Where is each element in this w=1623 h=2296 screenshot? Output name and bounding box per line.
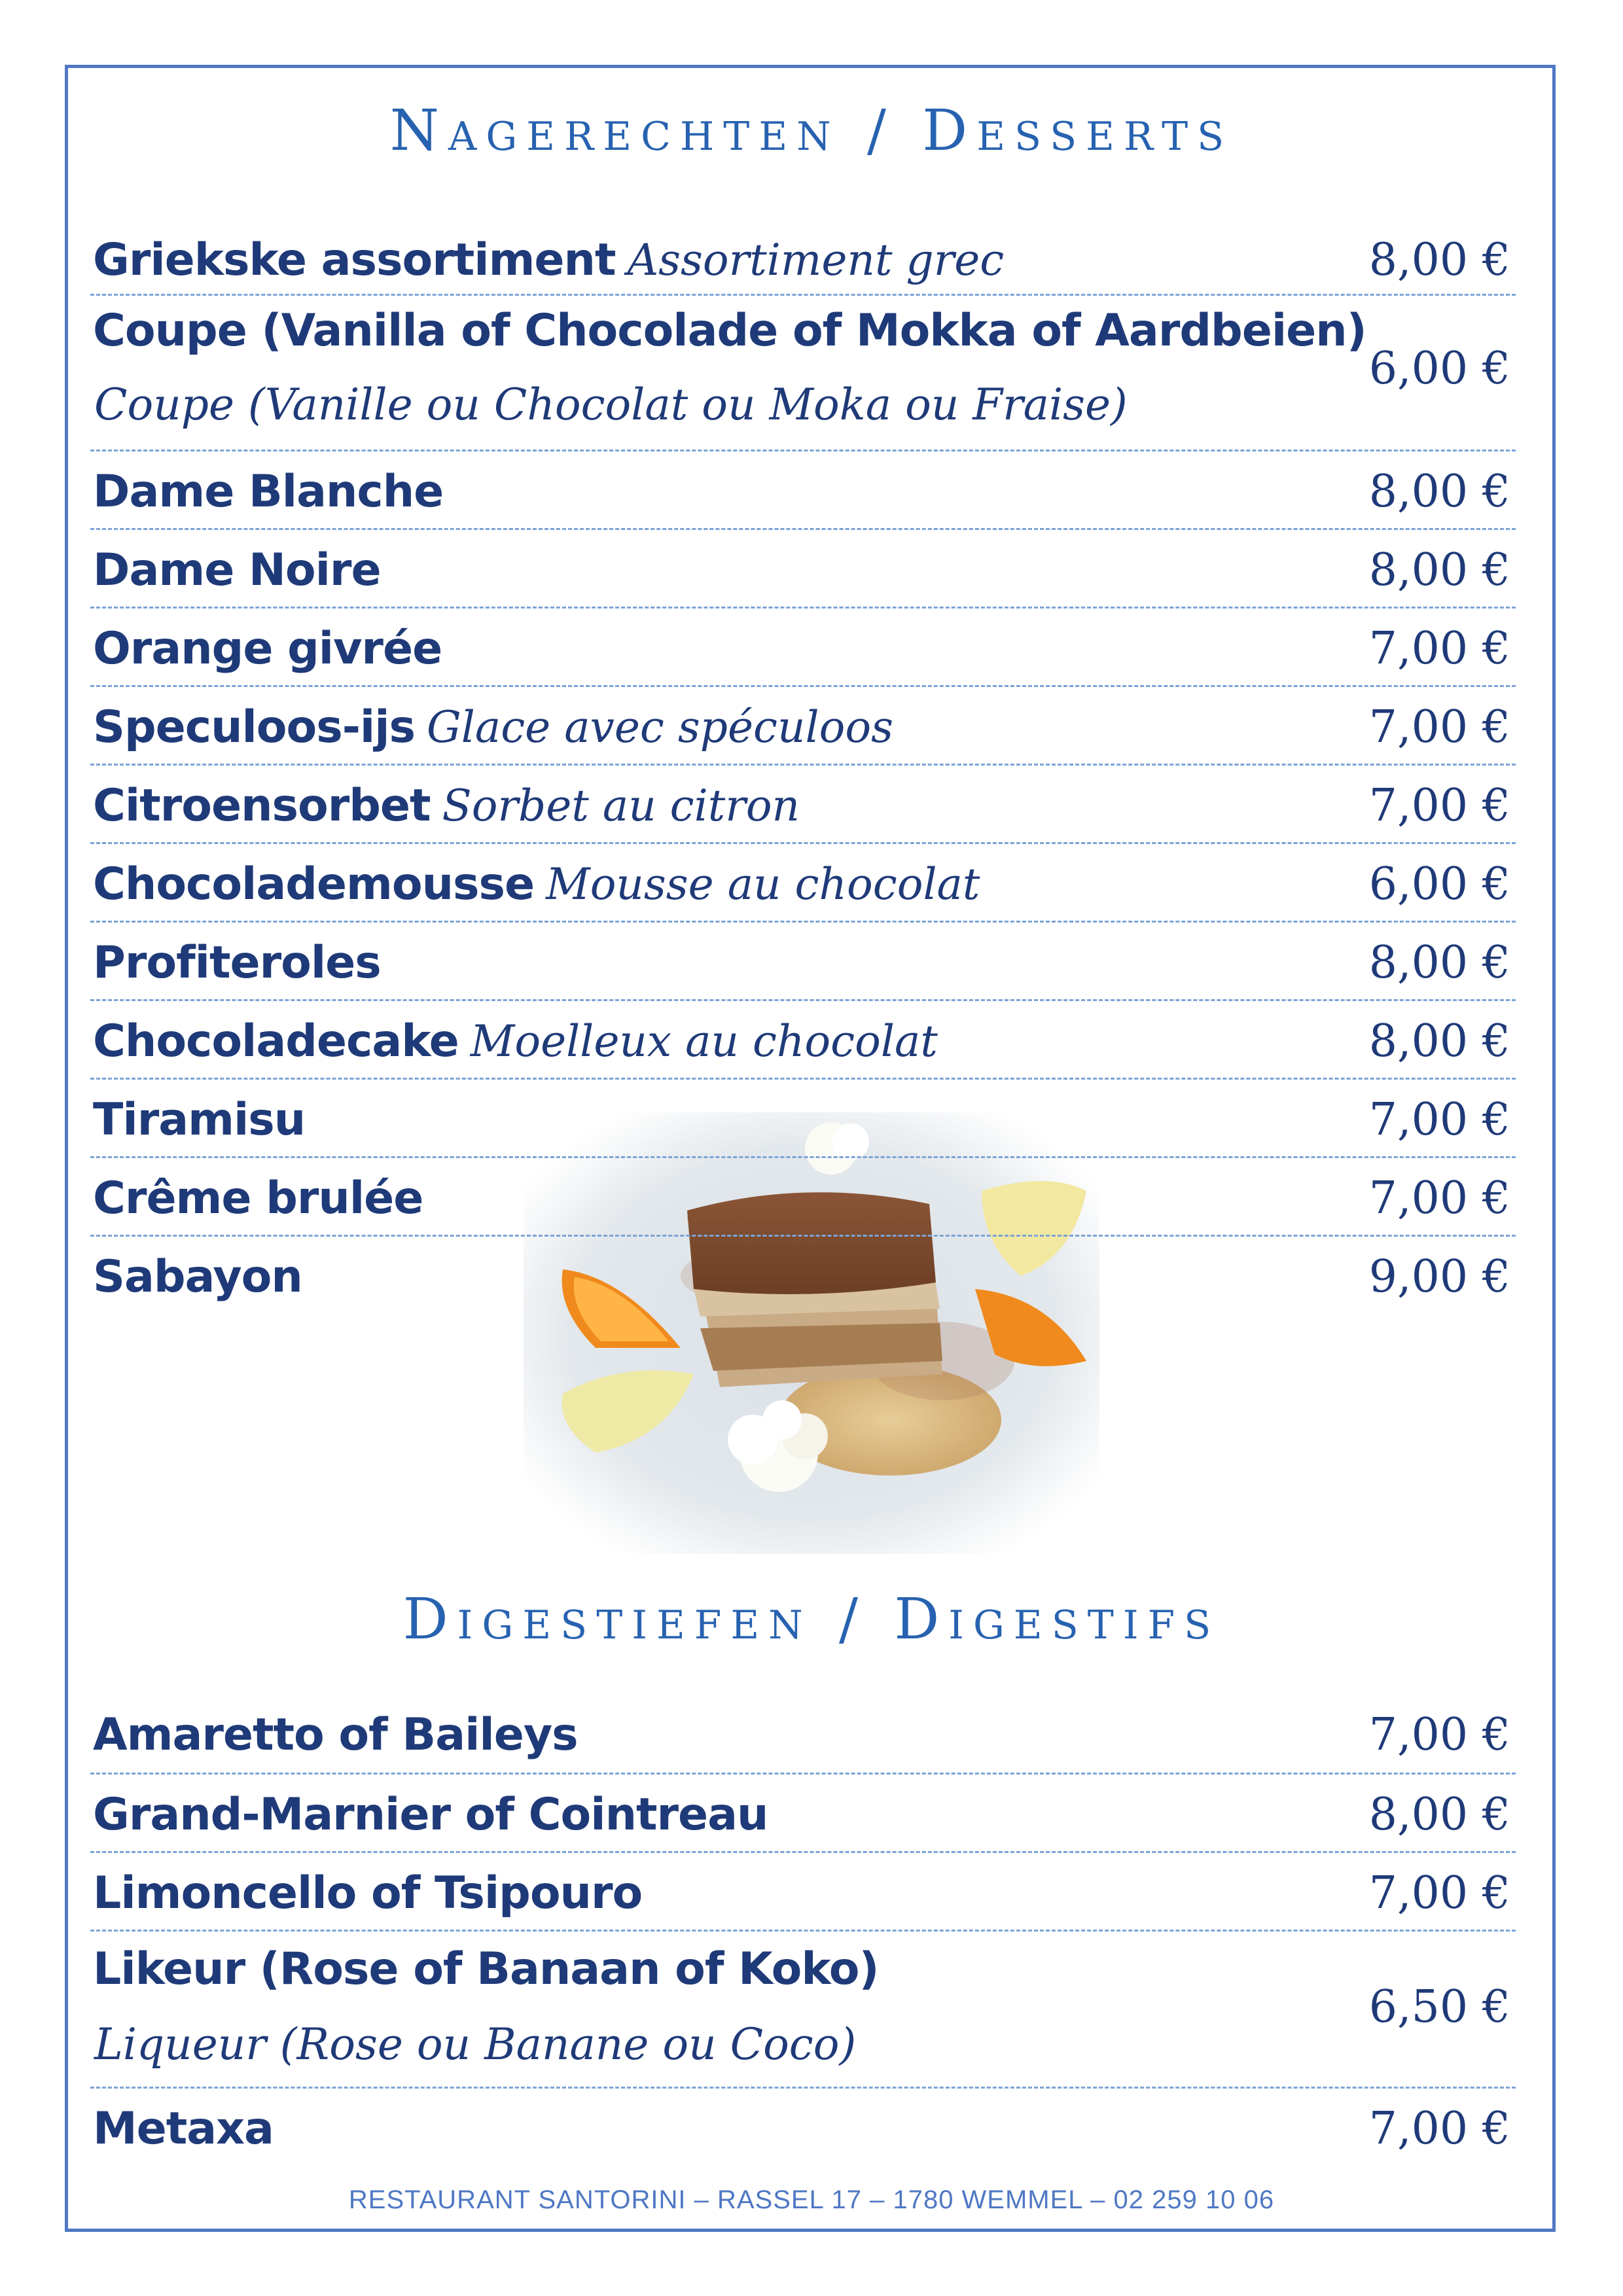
menu-item-dame-blanche	[90, 451, 1516, 530]
item-price: 6,00 €	[1368, 858, 1510, 910]
item-price: 8,00 €	[1368, 1016, 1510, 1067]
item-price: 7,00 €	[1368, 2103, 1510, 2155]
menu-item-orange-givree	[90, 609, 1516, 687]
item-name: Orange givrée	[93, 623, 442, 675]
item-price: 6,00 €	[1368, 343, 1510, 395]
menu-item-tiramisu	[90, 1080, 1516, 1158]
item-french-name: Coupe (Vanille ou Chocolat ou Moka ou Fraise)	[94, 380, 1128, 430]
item-price: 8,00 €	[1368, 1789, 1510, 1841]
item-price: 8,00 €	[1368, 937, 1510, 989]
item-name: Dame Noire	[93, 544, 381, 596]
item-name: Grand-Marnier of Cointreau	[93, 1789, 768, 1841]
item-price: 7,00 €	[1368, 623, 1510, 675]
item-name: Coupe (Vanilla of Chocolade of Mokka of Aardbeien)	[93, 305, 1366, 357]
item-name: Chocolademousse Mousse au chocolat	[93, 858, 980, 910]
restaurant-footer: RESTAURANT SANTORINI – RASSEL 17 – 1780 WEMMEL – 02 259 10 06	[348, 2185, 1275, 2214]
item-price: 8,00 €	[1368, 234, 1510, 286]
menu-item-amaretto-baileys	[90, 1695, 1516, 1775]
item-name: Griekske assortiment Assortiment grec	[93, 234, 1005, 286]
item-price: 6,50 €	[1368, 1981, 1510, 2033]
menu-item-grand-marnier-cointreau	[90, 1775, 1516, 1853]
digestifs-title: Digestiefen / Digestifs	[402, 1587, 1221, 1652]
item-french-name: Glace avec spéculoos	[427, 702, 893, 752]
item-name: Speculoos-ijs Glace avec spéculoos	[93, 701, 893, 753]
item-name: Amaretto of Baileys	[93, 1709, 578, 1761]
item-price: 7,00 €	[1368, 1094, 1510, 1146]
menu-item-dame-noire	[90, 530, 1516, 609]
item-name: Likeur (Rose of Banaan of Koko)	[93, 1943, 879, 1995]
menu-item-speculoos-ijs	[90, 687, 1516, 766]
item-name: Tiramisu	[93, 1094, 306, 1146]
item-name: Profiteroles	[93, 937, 381, 989]
item-french-name: Liqueur (Rose ou Banane ou Coco)	[94, 2019, 857, 2070]
menu-item-sabayon	[90, 1237, 1516, 1315]
item-name: Crême brulée	[93, 1173, 423, 1224]
menu-item-likeur	[90, 1932, 1516, 2089]
menu-item-profiteroles	[90, 923, 1516, 1001]
menu-item-coupe	[90, 296, 1516, 451]
item-price: 8,00 €	[1368, 544, 1510, 596]
item-price: 7,00 €	[1368, 701, 1510, 753]
menu-item-chocoladecake	[90, 1001, 1516, 1080]
menu-item-limoncello-tsipouro	[90, 1853, 1516, 1932]
item-price: 8,00 €	[1368, 466, 1510, 518]
item-name: Sabayon	[93, 1251, 302, 1303]
item-name: Citroensorbet Sorbet au citron	[93, 780, 800, 832]
item-name: Dame Blanche	[93, 466, 444, 518]
item-name: Chocoladecake Moelleux au chocolat	[93, 1016, 938, 1067]
item-french-name: Assortiment grec	[627, 235, 1005, 285]
menu-item-citroensorbet	[90, 766, 1516, 844]
menu-item-creme-brulee	[90, 1158, 1516, 1237]
menu-item-metaxa	[90, 2089, 1516, 2167]
item-price: 7,00 €	[1368, 1173, 1510, 1224]
item-french-name: Sorbet au citron	[442, 781, 800, 831]
item-french-name: Mousse au chocolat	[546, 859, 980, 910]
item-price: 7,00 €	[1368, 1709, 1510, 1761]
menu-item-chocolademousse	[90, 844, 1516, 923]
item-price: 7,00 €	[1368, 780, 1510, 832]
item-name: Metaxa	[93, 2103, 274, 2155]
desserts-title: Nagerechten / Desserts	[389, 98, 1234, 164]
menu-item-griekske-assortiment	[90, 222, 1516, 296]
item-name: Limoncello of Tsipouro	[93, 1867, 643, 1919]
item-french-name: Moelleux au chocolat	[470, 1016, 938, 1067]
item-price: 7,00 €	[1368, 1867, 1510, 1919]
item-price: 9,00 €	[1368, 1251, 1510, 1303]
